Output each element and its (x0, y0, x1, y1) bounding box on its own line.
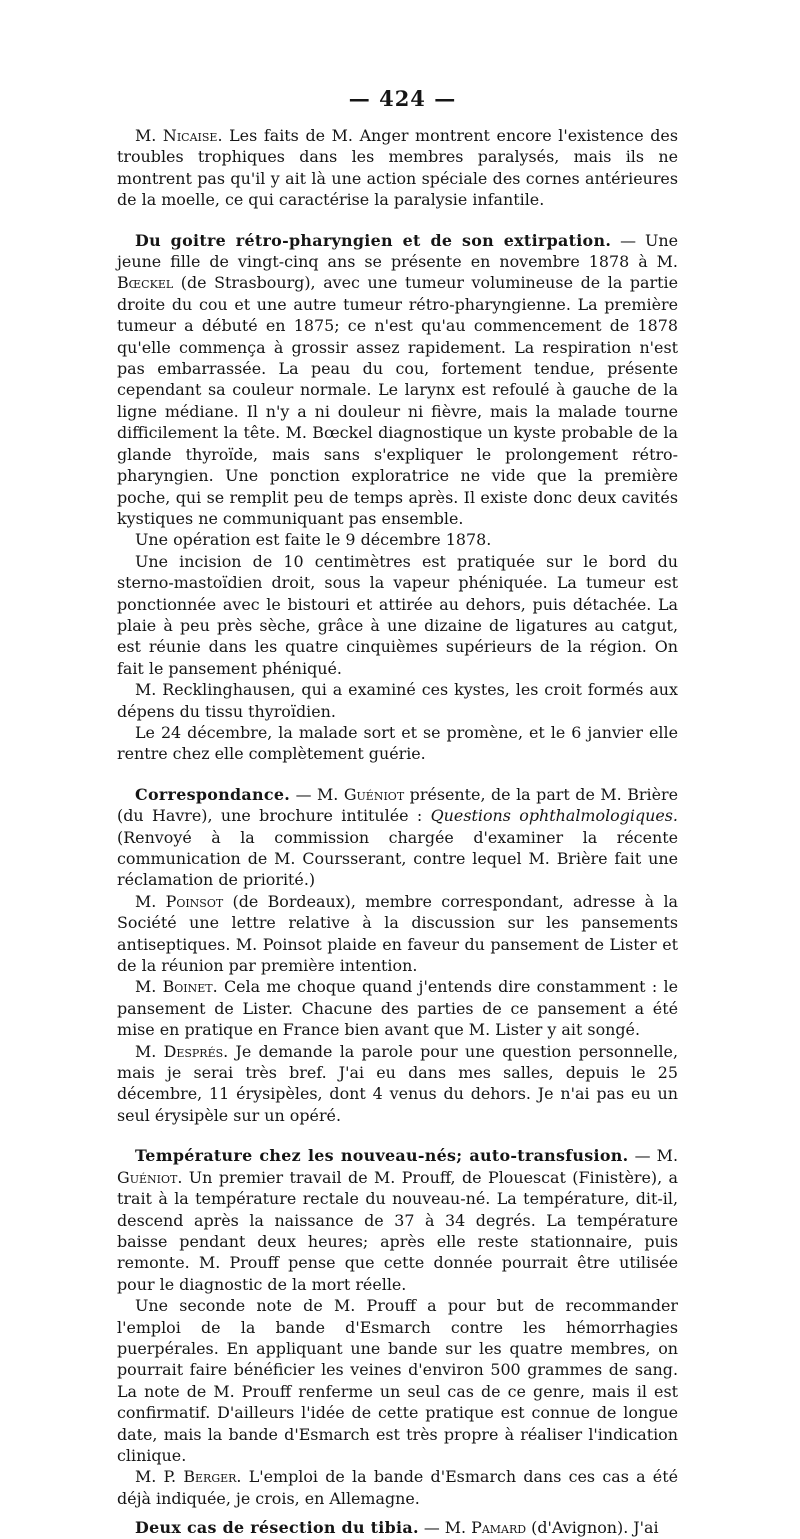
speaker-name: M. Boinet. (135, 977, 218, 997)
section-heading: Du goitre rétro-pharyngien et de son extirpation. (135, 230, 612, 250)
person-name: Guéniot (117, 1167, 178, 1187)
body-text (117, 125, 678, 1539)
paragraph-text: Cela me choque quand j'entends dire constamment : le pansement de Lister. Chacune des parties de ce pansement a été mise en pratique en France bien avant que M. Lister y ait songé. (117, 977, 678, 1040)
section-heading: Correspondance. (135, 784, 291, 804)
paragraph-text: — M. (418, 1518, 472, 1538)
paragraph-december: Le 24 décembre, la malade sort et se promène, et le 6 janvier elle rentre chez elle complètement guérie. (117, 722, 678, 764)
paragraph-text: Les faits de M. Anger montrent encore l'existence des troubles trophiques dans les membres paralysés, mais ils ne montrent pas qu'il y ait là une action spéciale des cornes antérieures de la moelle, ce qui caractérise la paralysie infantile. (117, 126, 678, 210)
paragraph-recklinghausen: M. Recklinghausen, qui a examiné ces kystes, les croit formés aux dépens du tissu thyroïdien. (117, 680, 678, 721)
paragraph-despres (117, 1041, 678, 1127)
paragraph-operation: Une opération est faite le 9 décembre 1878. (135, 530, 492, 550)
paragraph-text: — M. (290, 784, 344, 804)
paragraph-nicaise (117, 125, 678, 211)
person-name: Bœckel (117, 273, 174, 293)
paragraph-temperature (117, 1145, 678, 1295)
paragraph-berger (117, 1466, 678, 1509)
paragraph-tibia (117, 1517, 678, 1538)
person-name: Poinsot (165, 891, 224, 911)
paragraph-correspondance (117, 784, 678, 891)
page-number: — 424 — (348, 86, 457, 111)
person-name: Berger (183, 1467, 237, 1487)
section-heading: Deux cas de résection du tibia. (135, 1518, 419, 1538)
speaker-name: M. Després. (135, 1041, 229, 1061)
paragraph-poinsot (117, 891, 678, 977)
paragraph-esmarch: Une seconde note de M. Prouff a pour but de recommander l'emploi de la bande d'Esmarch contre les hémorrhagies puerpérales. En appliquant une bande sur les quatre membres, on pourrait faire bénéficier les veines d'environ 500 grammes de sang. La note de M. Prouff renferme un seul cas de ce genre, mais il est confirmatif. D'ailleurs l'idée de cette pratique est connue de longue date, mais la bande d'Esmarch est très propre à réaliser l'indication clinique. (117, 1296, 678, 1465)
paragraph-text: présente, de la part de M. Brière (du Havre), une brochure intitulée : (117, 784, 678, 826)
person-name: Pamard (471, 1518, 527, 1538)
paragraph-boinet (117, 976, 678, 1040)
speaker-name: M. Nicaise. (135, 126, 223, 145)
brochure-title: Questions ophthalmologiques. (430, 806, 678, 826)
person-name: Guéniot (343, 784, 405, 804)
section-heading: Température chez les nouveau-nés; auto-transfusion. (135, 1146, 629, 1166)
paragraph-text: . L'emploi de la bande d'Esmarch dans ces cas a été déjà indiquée, je crois, en Allemagne. (117, 1467, 678, 1508)
paragraph-text: M. P. (135, 1467, 184, 1487)
paragraph-text: (de Strasbourg), avec une tumeur volumineuse de la partie droite du cou et une autre tumeur rétro-pharyngienne. La première tumeur a débuté en 1875; ce n'est qu'au commencement de 1878 qu'elle commença à grossir assez rapidement. La respiration n'est pas embarrassée. La peau du cou, fortement tendue, présente cependant sa couleur normale. Le larynx est refoulé à gauche de la ligne médiane. Il n'y a ni douleur ni fièvre, mais la malade tourne difficilement la tête. M. Bœckel diagnostique un kyste probable de la glande thyroïde, mais sans s'expliquer le prolongement rétro-pharyngien. Une ponction exploratrice ne vide que la première poche, qui se remplit peu de temps après. Il existe donc deux cavités kystiques ne communiquant pas ensemble. (117, 273, 678, 528)
paragraph-text: Je demande la parole pour une question personnelle, mais je serai très bref. J'ai eu dans mes salles, depuis le 25 décembre, 11 érysipèles, dont 4 venus du dehors. Je n'ai pas eu un seul érysipèle sur un opéré. (117, 1041, 678, 1125)
paragraph-text: — M. (628, 1146, 678, 1166)
paragraph-incision: Une incision de 10 centimètres est pratiquée sur le bord du sterno-mastoïdien droit, sous la vapeur phéniquée. La tumeur est ponctionnée avec le bistouri et attirée au dehors, puis détachée. La plaie à peu près sèche, grâce à une dizaine de ligatures au catgut, est réunie dans les quatre cinquièmes supérieurs de la région. On fait le pansement phéniqué. (117, 551, 678, 678)
paragraph-text: — Une jeune fille de vingt-cinq ans se présente en novembre 1878 à M. (117, 230, 679, 272)
paragraph-text: (Renvoyé à la commission chargée d'examiner la récente communication de M. Coursserant, contre lequel M. Brière fait une réclamation de priorité.) (117, 827, 678, 890)
paragraph-goitre (117, 230, 678, 530)
paragraph-text: M. (135, 891, 166, 911)
paragraph-text: (de Bordeaux), membre correspondant, adresse à la Société une lettre relative à la discussion sur les pansements antiseptiques. M. Poinsot plaide en faveur du pansement de Lister et de la réunion par première intention. (117, 891, 678, 976)
paragraph-text: (d'Avignon). J'ai (526, 1518, 659, 1538)
paragraph-text: . Un premier travail de M. Prouff, de Plouescat (Finistère), a trait à la température rectale du nouveau-né. La température, dit-il, descend après la naissance de 37 à 34 degrés. La température baisse pendant deux heures; après elle reste stationnaire, puis remonte. M. Prouff pense que cette donnée pourrait être utilisée pour le diagnostic de la mort réelle. (117, 1167, 678, 1294)
